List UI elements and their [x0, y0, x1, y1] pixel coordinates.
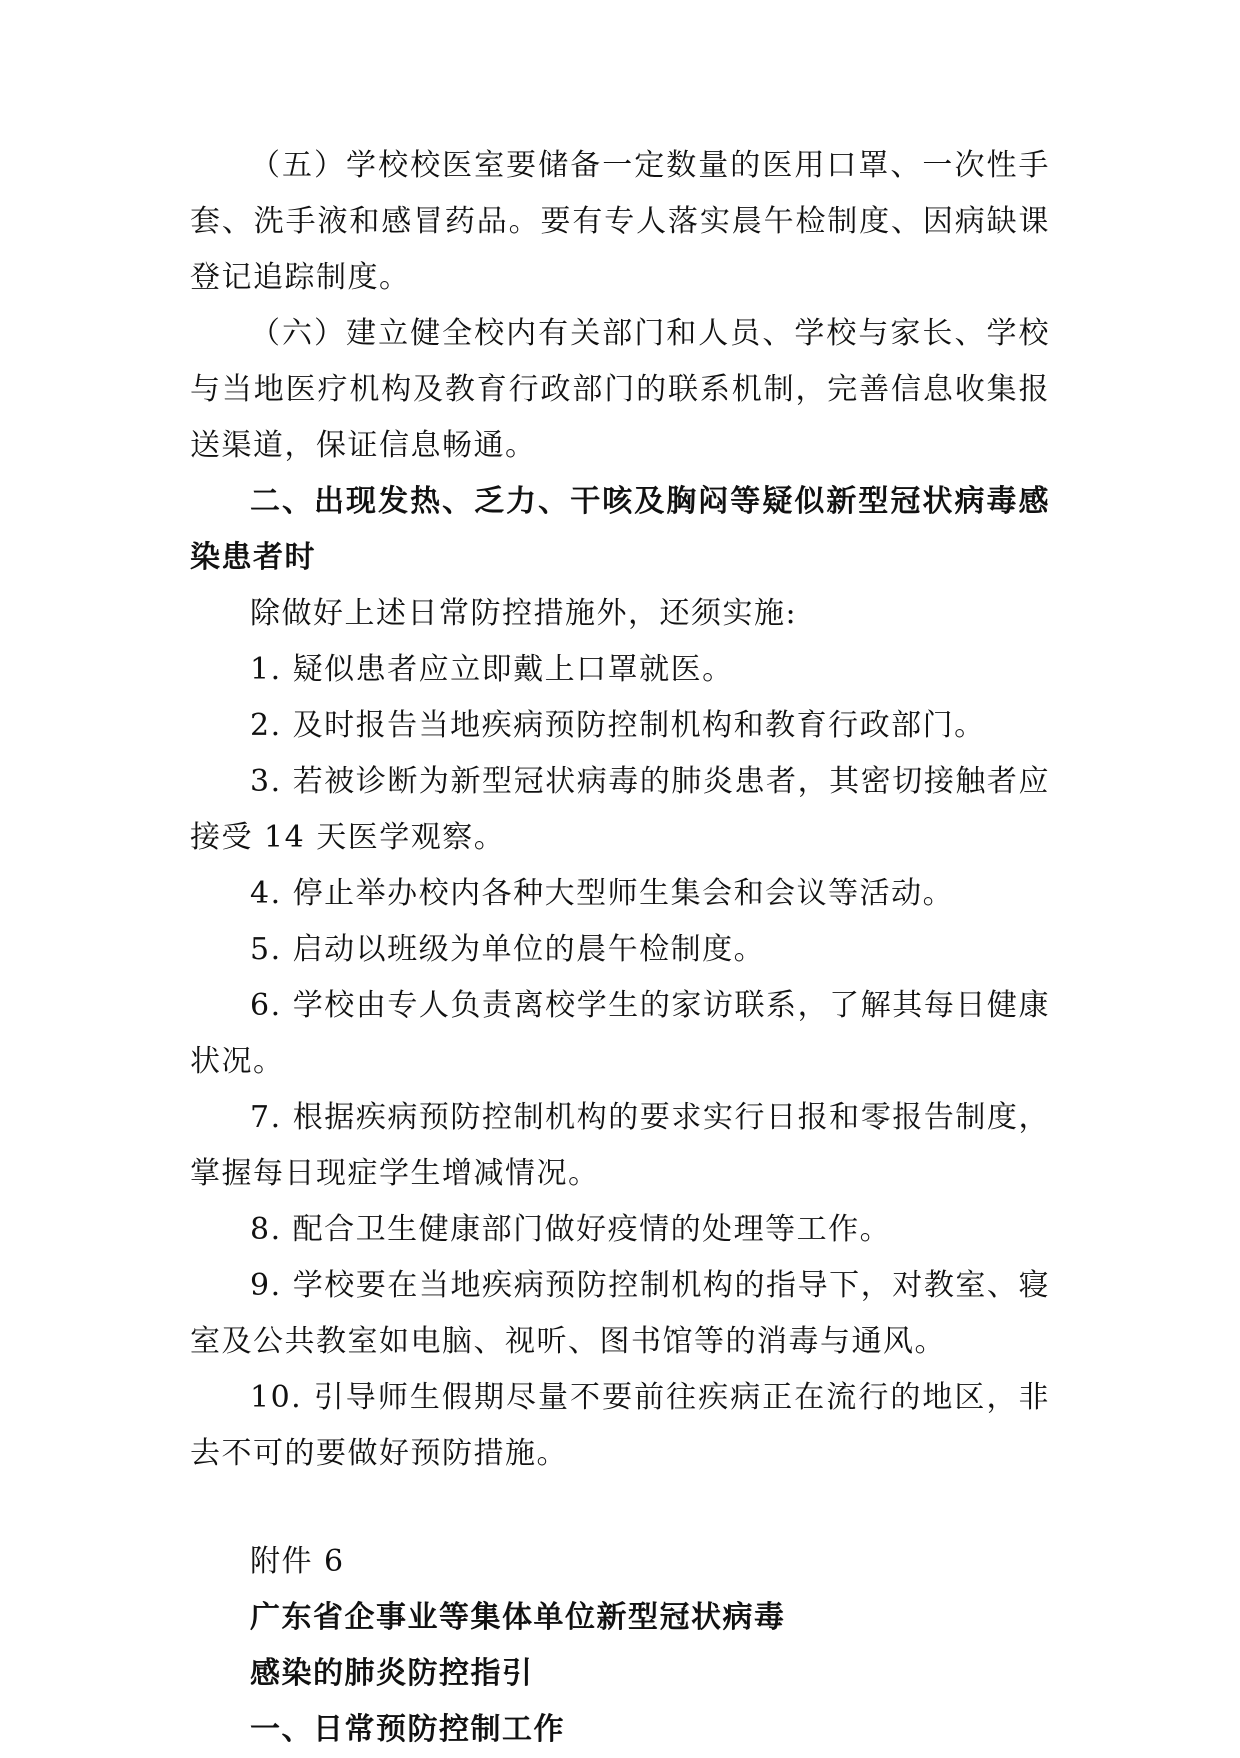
list-item: 4. 停止举办校内各种大型师生集会和会议等活动。: [250, 876, 955, 911]
list-item: 9. 学校要在当地疾病预防控制机构的指导下，对教室、寝室及公共教室如电脑、视听、图书馆等的消毒与通风。: [190, 1268, 1050, 1359]
paragraph-five: （五）学校校医室要储备一定数量的医用口罩、一次性手套、洗手液和感冒药品。要有专人落实晨午检制度、因病缺课登记追踪制度。: [190, 148, 1050, 295]
annex-label: 附件 6: [250, 1544, 345, 1579]
document-body: [190, 138, 1050, 1758]
list-item: 6. 学校由专人负责离校学生的家访联系，了解其每日健康状况。: [190, 988, 1050, 1079]
list-item: 7. 根据疾病预防控制机构的要求实行日报和零报告制度，掌握每日现症学生增减情况。: [190, 1100, 1050, 1191]
section-two-intro: 除做好上述日常防控措施外，还须实施:: [250, 596, 798, 631]
list-item: 5. 启动以班级为单位的晨午检制度。: [250, 932, 766, 967]
spacer: [190, 1482, 1050, 1534]
list-item: 3. 若被诊断为新型冠状病毒的肺炎患者，其密切接触者应接受 14 天医学观察。: [190, 764, 1050, 855]
annex-section-one-heading: 一、日常预防控制工作: [250, 1712, 565, 1747]
section-two-heading: 二、出现发热、乏力、干咳及胸闷等疑似新型冠状病毒感染患者时: [190, 484, 1050, 575]
list-item: 8. 配合卫生健康部门做好疫情的处理等工作。: [250, 1212, 892, 1247]
list-item: 1. 疑似患者应立即戴上口罩就医。: [250, 652, 734, 687]
list-item: 10. 引导师生假期尽量不要前往疾病正在流行的地区，非去不可的要做好预防措施。: [190, 1380, 1050, 1471]
annex-title-line-1: 广东省企事业等集体单位新型冠状病毒: [250, 1600, 786, 1635]
list-item: 2. 及时报告当地疾病预防控制机构和教育行政部门。: [250, 708, 986, 743]
annex-title-line-2: 感染的肺炎防控指引: [250, 1656, 534, 1691]
paragraph-six: （六）建立健全校内有关部门和人员、学校与家长、学校与当地医疗机构及教育行政部门的联系机制，完善信息收集报送渠道，保证信息畅通。: [190, 316, 1050, 463]
